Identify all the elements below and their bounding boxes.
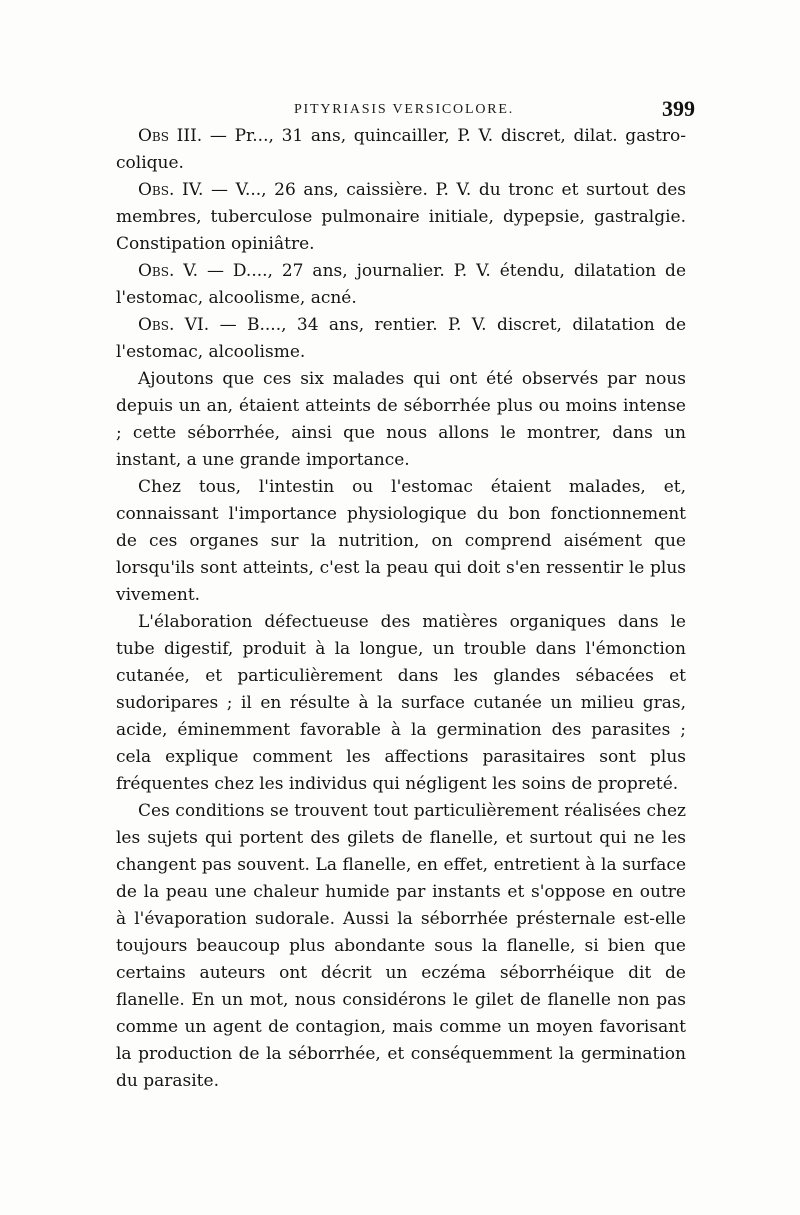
observation-text: — B...., 34 ans, rentier. P. V. discret, dilatation de l'estomac, alcoolisme. [116, 315, 686, 362]
page-number: 399 [662, 96, 695, 121]
page-header [113, 96, 695, 126]
paragraph-flanelle: Ces conditions se trouvent tout particulièrement réalisées chez les sujets qui portent des gilets de flanelle, et surtout qui ne les changent pas souvent. La flanelle, en effet, entretient à la surface de la peau une chaleur humide par instants et s'oppose en outre à l'évaporation sudorale. Aussi la séborrhée présternale est-elle toujours beaucoup plus abondante sous la flanelle, si bien que certains auteurs ont décrit un eczéma séborrhéique dit de flanelle. En un mot, nous considérons le gilet de flanelle non pas comme un agent de contagion, mais comme un moyen favorisant la production de la séborrhée, et conséquemment la germination du parasite. [116, 801, 686, 1091]
observation-label: Obs. VI. [138, 315, 210, 335]
observation-4 [116, 177, 686, 258]
observation-3 [116, 123, 686, 177]
observation-text: — V..., 26 ans, caissière. P. V. du tronc et surtout des membres, tuberculose pulmonaire initiale, dypepsie, gastralgie. Constipation opiniâtre. [116, 180, 686, 254]
observation-text: — D...., 27 ans, journalier. P. V. étendu, dilatation de l'estomac, alcoolisme, acné. [116, 261, 686, 308]
observation-text: — Pr..., 31 ans, quincailler, P. V. discret, dilat. gastro-colique. [116, 126, 686, 173]
paragraph-seborrhee: Ajoutons que ces six malades qui ont été observés par nous depuis un an, étaient atteints de séborrhée plus ou moins intense ; cette séborrhée, ainsi que nous allons le montrer, dans un instant, a une grande importance. [116, 369, 686, 470]
observation-6 [116, 312, 686, 366]
observation-label: Obs. IV. [138, 180, 204, 200]
observation-5 [116, 258, 686, 312]
observation-label: Obs. V. [138, 261, 199, 281]
paragraph-elaboration: L'élaboration défectueuse des matières organiques dans le tube digestif, produit à la longue, un trouble dans l'émonction cutanée, et particulièrement dans les glandes sébacées et sudoripares ; il en résulte à la surface cutanée un milieu gras, acide, éminemment favorable à la germination des parasites ; cela explique comment les affections parasitaires sont plus fréquentes chez les individus qui négligent les soins de propreté. [116, 612, 686, 794]
paragraph-intestin: Chez tous, l'intestin ou l'estomac étaient malades, et, connaissant l'importance physiologique du bon fonctionnement de ces organes sur la nutrition, on comprend aisément que lorsqu'ils sont atteints, c'est la peau qui doit s'en ressentir le plus vivement. [116, 477, 686, 605]
body-text [116, 123, 686, 1095]
observation-label: Obs III. [138, 126, 203, 146]
running-title: PITYRIASIS VERSICOLORE. [293, 102, 515, 117]
